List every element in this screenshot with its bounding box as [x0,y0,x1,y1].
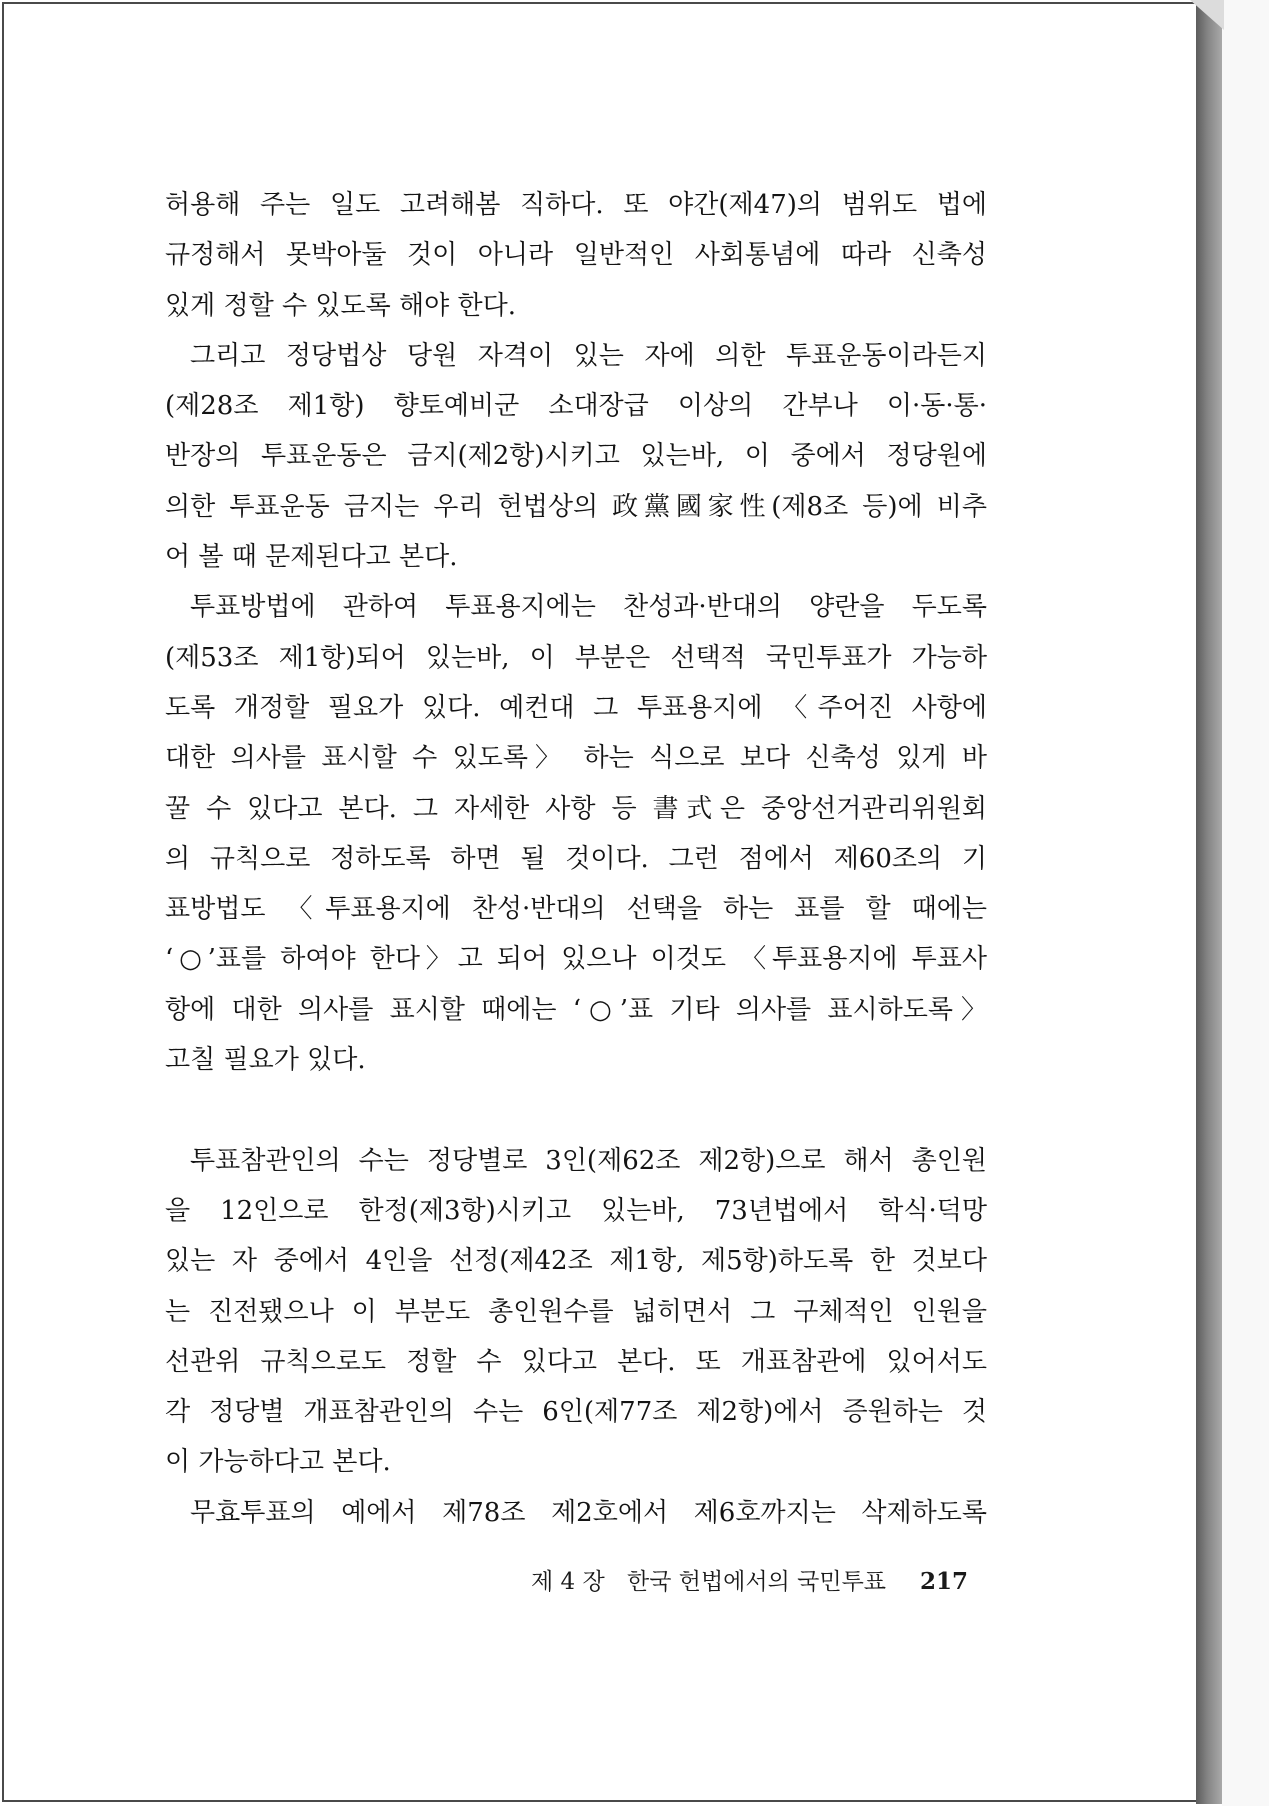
text-line: 항에 대한 의사를 표시할 때에는 ‘○’표 기타 의사를 표시하도록〉 [165,994,987,1025]
outer-margin [1222,0,1269,1806]
body-text [165,180,987,1538]
text-line: 이 가능하다고 본다. [165,1447,391,1478]
paragraph [165,331,987,582]
book-page-edge [1196,4,1222,1804]
text-line: 을 12인으로 한정(제3항)시키고 있는바, 73년법에서 학식·덕망 [165,1195,987,1226]
text-line: 선관위 규칙으로도 정할 수 있다고 본다. 또 개표참관에 있어서도 [165,1346,987,1377]
section [165,180,987,1085]
text-line: 규정해서 못박아둘 것이 아니라 일반적인 사회통념에 따라 신축성 [165,240,987,271]
text-line: 그리고 정당법상 당원 자격이 있는 자에 의한 투표운동이라든지 [190,340,987,371]
running-footer [0,1566,1269,1598]
text-line: 투표방법에 관하여 투표용지에는 찬성과·반대의 양란을 두도록 [190,592,987,623]
text-line: 있는 자 중에서 4인을 선정(제42조 제1항, 제5항)하도록 한 것보다 [165,1246,987,1277]
footer-chapter: 제 4 장 [531,1569,605,1595]
text-line: 표방법도 〈투표용지에 찬성·반대의 선택을 하는 표를 할 때에는 [165,894,987,925]
text-line: 대한 의사를 표시할 수 있도록〉 하는 식으로 보다 신축성 있게 바 [165,743,987,774]
text-line: 의 규칙으로 정하도록 하면 될 것이다. 그런 점에서 제60조의 기 [165,843,987,874]
section-break [165,1085,987,1135]
text-line: 있게 정할 수 있도록 해야 한다. [165,290,516,321]
footer-running-title: 한국 헌법에서의 국민투표 [627,1569,887,1595]
text-line: (제28조 제1항) 향토예비군 소대장급 이상의 간부나 이·동·통· [165,391,987,422]
paragraph [165,180,987,331]
text-line: 도록 개정할 필요가 있다. 예컨대 그 투표용지에 〈주어진 사항에 [165,692,987,723]
text-line: 고칠 필요가 있다. [165,1045,366,1076]
page-number: 217 [920,1568,969,1595]
section [165,1136,987,1538]
paragraph [165,1136,987,1488]
text-line: 각 정당별 개표참관인의 수는 6인(제77조 제2항)에서 증원하는 것 [165,1397,987,1428]
text-line: 의한 투표운동 금지는 우리 헌법상의 政黨國家性(제8조 등)에 비추 [165,491,987,522]
text-line: 반장의 투표운동은 금지(제2항)시키고 있는바, 이 중에서 정당원에 [165,441,987,472]
text-line: ‘○’표를 하여야 한다〉고 되어 있으나 이것도 〈투표용지에 투표사 [165,944,987,975]
text-line: 투표참관인의 수는 정당별로 3인(제62조 제2항)으로 해서 총인원 [190,1145,987,1176]
paragraph [165,582,987,1085]
paragraph [165,1488,987,1538]
text-line: 허용해 주는 일도 고려해봄 직하다. 또 야간(제47)의 범위도 법에 [165,190,987,220]
text-line: 는 진전됐으나 이 부분도 총인원수를 넓히면서 그 구체적인 인원을 [165,1296,987,1327]
text-line: 무효투표의 예에서 제78조 제2호에서 제6호까지는 삭제하도록 [190,1497,987,1528]
text-line: 어 볼 때 문제된다고 본다. [165,542,458,573]
text-line: (제53조 제1항)되어 있는바, 이 부분은 선택적 국민투표가 가능하 [165,642,987,673]
text-line: 꿀 수 있다고 본다. 그 자세한 사항 등 書式은 중앙선거관리위원회 [165,793,987,824]
